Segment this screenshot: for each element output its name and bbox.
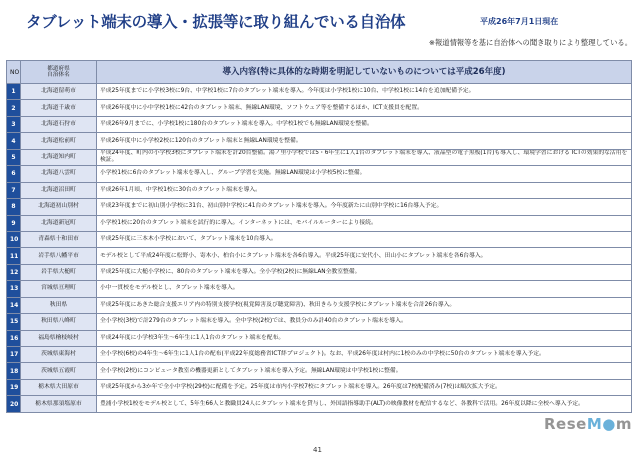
row-number: 16 bbox=[7, 330, 21, 346]
row-number: 3 bbox=[7, 116, 21, 132]
row-number: 19 bbox=[7, 379, 21, 395]
table-row bbox=[7, 248, 632, 264]
table-row bbox=[7, 363, 632, 379]
municipality-name: 福島県檜枝岐村 bbox=[21, 330, 97, 346]
page-number: 41 bbox=[313, 446, 322, 454]
row-number: 12 bbox=[7, 264, 21, 280]
table-row bbox=[7, 264, 632, 280]
row-number: 9 bbox=[7, 215, 21, 231]
table-row bbox=[7, 84, 632, 100]
table-row bbox=[7, 281, 632, 297]
row-number: 20 bbox=[7, 396, 21, 412]
watermark-mascot-icon: ● bbox=[602, 415, 616, 433]
municipality-name: 北海道沼田町 bbox=[21, 182, 97, 198]
municipality-name: 岩手県八幡平市 bbox=[21, 248, 97, 264]
introduction-details: 小学校1校に6台のタブレット端末を導入し、グループ学習を実施。無線LAN環境は小学校5校に整備。 bbox=[97, 166, 632, 182]
table-row bbox=[7, 100, 632, 116]
table-row bbox=[7, 149, 632, 165]
municipality-name: 北海道八雲町 bbox=[21, 166, 97, 182]
row-number: 4 bbox=[7, 133, 21, 149]
municipality-name: 栃木県那須塩原市 bbox=[21, 396, 97, 412]
introduction-details: モデル校として平成24年度に松野小、寄木小、柏台小にタブレット端末を各6台導入。平成25年度に安代小、田山小にタブレット端末を各6台導入。 bbox=[97, 248, 632, 264]
municipality-name: 北海道松前町 bbox=[21, 133, 97, 149]
municipality-name: 栃木県大田原市 bbox=[21, 379, 97, 395]
table-row bbox=[7, 215, 632, 231]
row-number: 10 bbox=[7, 231, 21, 247]
row-number: 6 bbox=[7, 166, 21, 182]
municipality-name: 茨城県五霞町 bbox=[21, 363, 97, 379]
watermark-part-b: M bbox=[586, 415, 603, 433]
introduction-details: 平成23年度までに初山別小学校に31台、初山別中学校に41台のタブレット端末を導入。今年度新たに山別中学校に16台導入予定。 bbox=[97, 199, 632, 215]
introduction-details: 平成25年度に大槌小学校に、80台のタブレット端末を導入。全小学校(2校)に無線LAN全教室整備。 bbox=[97, 264, 632, 280]
table-row bbox=[7, 182, 632, 198]
as-of-date: 平成26年7月1日現在 bbox=[480, 17, 559, 26]
municipality-name: 北海道新冠町 bbox=[21, 215, 97, 231]
introduction-details: 平成25年度に三本木小学校において、タブレット端末を10台導入。 bbox=[97, 231, 632, 247]
page-title: タブレット端末の導入・拡張等に取り組んでいる自治体 bbox=[26, 13, 406, 31]
municipality-name: 岩手県大槌町 bbox=[21, 264, 97, 280]
introduction-details: 豊浦小学校1校をモデル校として、5年生66人と教職員24人にタブレット端末を貸与し、外国語指導助手(ALT)の映像教材を配信するなど、各教科で活用。26年度以降に全校へ導入予定。 bbox=[97, 396, 632, 412]
introduction-details: 平成25年度までに小学校3校に9台、中学校1校に7台のタブレット端末を導入。今年度は小学校1校に10台、中学校1校に14台を追加配備予定。 bbox=[97, 84, 632, 100]
table-row bbox=[7, 297, 632, 313]
row-number: 13 bbox=[7, 281, 21, 297]
introduction-details: 全小学校(2校)にコンピュータ教室の機器更新としてタブレット端末を導入予定。無線LAN環境は中学校1校に整備。 bbox=[97, 363, 632, 379]
municipality-name: 北海道初山別村 bbox=[21, 199, 97, 215]
municipality-name: 秋田県 bbox=[21, 297, 97, 313]
table-row bbox=[7, 199, 632, 215]
municipality-name: 北海道千歳市 bbox=[21, 100, 97, 116]
introduction-details: 平成25年度から3か年で全小中学校(29校)に配備を予定。25年度は市内小学校7校にタブレット端末を導入。26年度は7校配備済み(7校)は順次拡大予定。 bbox=[97, 379, 632, 395]
introduction-details: 平成26年9月までに、小学校1校に180台のタブレット端末を導入。中学校1校でも無線LAN環境を整備。 bbox=[97, 116, 632, 132]
row-number: 5 bbox=[7, 149, 21, 165]
resemom-watermark bbox=[544, 415, 632, 433]
table-body bbox=[7, 84, 632, 413]
municipality-name: 北海道知内町 bbox=[21, 149, 97, 165]
introduction-details: 平成26年度中に小学校2校に120台のタブレット端末と無線LAN環境を整備。 bbox=[97, 133, 632, 149]
table-row bbox=[7, 379, 632, 395]
table-row bbox=[7, 166, 632, 182]
introduction-details: 平成26年度中に小中学校1校に42台のタブレット端末、無線LAN環境、ソフトウェア等を整備するほか、ICT支援員を配置。 bbox=[97, 100, 632, 116]
introduction-details: 平成25年度にあきた総合支援エリア内の特別支援学校(視覚障害及び聴覚障害)、秋田きらり支援学校にタブレット端末を合計26台導入。 bbox=[97, 297, 632, 313]
table-row bbox=[7, 314, 632, 330]
table-row bbox=[7, 116, 632, 132]
introduction-details: 小学校1校に20台のタブレット端末を試行的に導入。インターネットには、モバイルルーターにより接続。 bbox=[97, 215, 632, 231]
watermark-part-a: Rese bbox=[544, 415, 587, 433]
municipality-table bbox=[6, 60, 632, 413]
row-number: 7 bbox=[7, 182, 21, 198]
table-row bbox=[7, 133, 632, 149]
row-number: 14 bbox=[7, 297, 21, 313]
introduction-details: 平成24年度に小学校3年生～6年生に1人1台のタブレット端末を配布。 bbox=[97, 330, 632, 346]
municipality-name: 北海道留萌市 bbox=[21, 84, 97, 100]
row-number: 17 bbox=[7, 347, 21, 363]
row-number: 2 bbox=[7, 100, 21, 116]
header-municipality: 都道府県 自治体名 bbox=[21, 61, 97, 84]
introduction-details: 平成26年1月頃、中学校1校に30台のタブレット端末を導入。 bbox=[97, 182, 632, 198]
introduction-details: 全小学校(6校)の4年生～6年生に1人1台の配布(平成22年度総務省ICT絆プロジェクト)。なお、平成26年度は村内に1校のみの中学校に50台のタブレット端末を導入予定。 bbox=[97, 347, 632, 363]
row-number: 15 bbox=[7, 314, 21, 330]
introduction-details: 平成24年度、町内の小学校3校にタブレット端末を計20台整備。湯ノ里小学校では5・6年生に1人1台のタブレット端末を導入、液晶型の電子黒板(1台)も導入し、環境学習における ICTの効果的な活用を検証。 bbox=[97, 149, 632, 165]
source-note: ※報道情報等を基に自治体への聞き取りにより整理している。 bbox=[428, 38, 632, 47]
header-content: 導入内容(特に具体的な時期を明記していないものについては平成26年度) bbox=[97, 61, 632, 84]
watermark-part-c: m bbox=[615, 415, 632, 433]
header-no: NO bbox=[7, 61, 21, 84]
municipality-name: 青森県十和田市 bbox=[21, 231, 97, 247]
municipality-name: 茨城県東海村 bbox=[21, 347, 97, 363]
row-number: 8 bbox=[7, 199, 21, 215]
table-row bbox=[7, 347, 632, 363]
municipality-name: 宮城県亘理町 bbox=[21, 281, 97, 297]
municipality-name: 北海道石狩市 bbox=[21, 116, 97, 132]
municipality-name: 秋田県八峰町 bbox=[21, 314, 97, 330]
row-number: 11 bbox=[7, 248, 21, 264]
introduction-details: 小中一貫校をモデル校とし、タブレット端末を導入。 bbox=[97, 281, 632, 297]
introduction-details: 全小学校(3校)で計279台のタブレット端末を導入。全中学校(2校)では、教員分のみ計40台のタブレット端末を導入。 bbox=[97, 314, 632, 330]
row-number: 18 bbox=[7, 363, 21, 379]
table-row bbox=[7, 231, 632, 247]
table-row bbox=[7, 396, 632, 412]
row-number: 1 bbox=[7, 84, 21, 100]
table-row bbox=[7, 330, 632, 346]
